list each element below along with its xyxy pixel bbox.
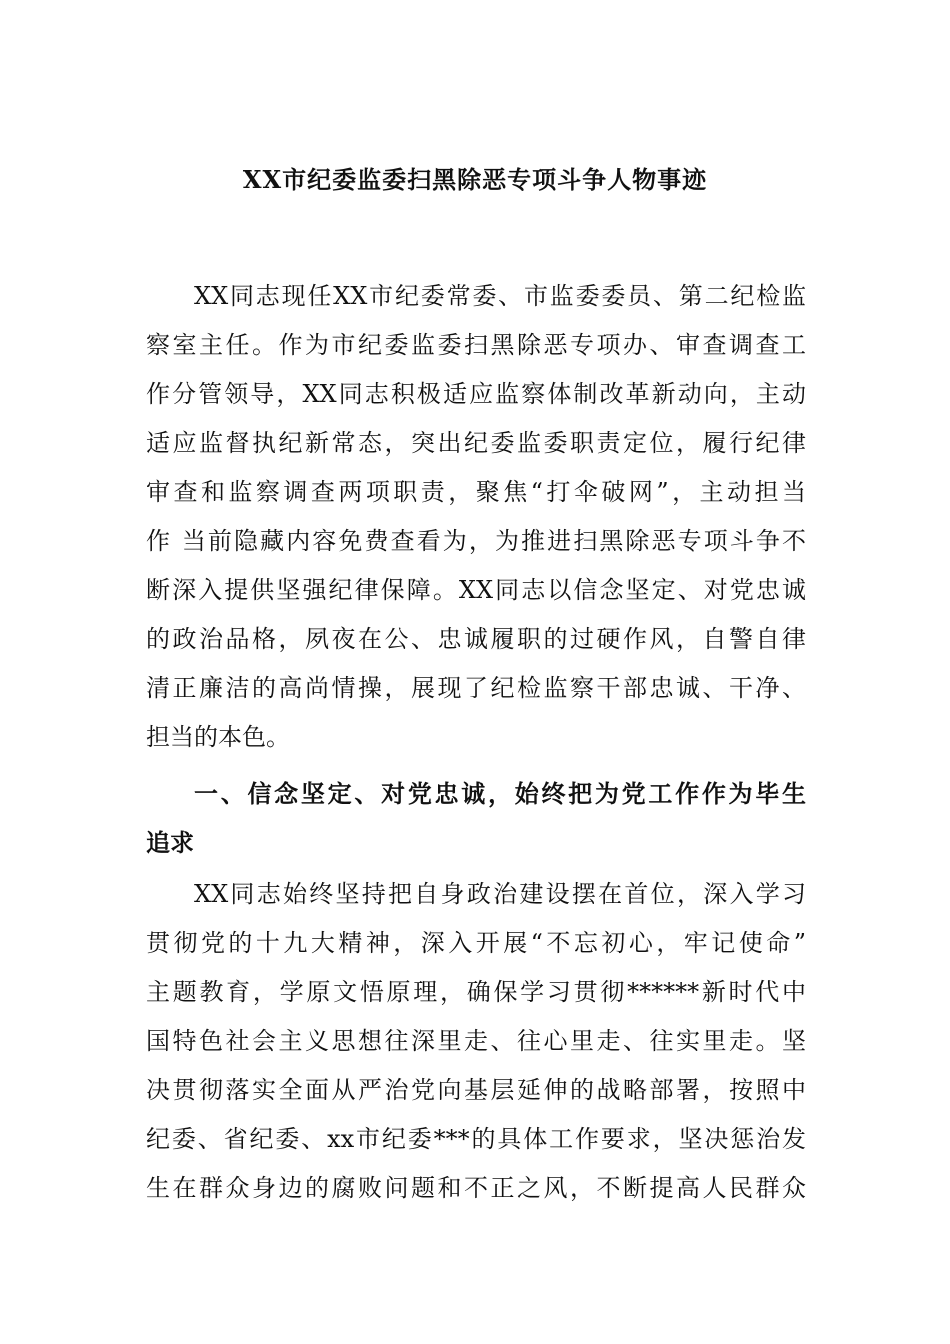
paragraph-1-line: XX同志现任XX市纪委常委、市监委委员、第二纪检监 <box>194 282 806 310</box>
document-title: XX市纪委监委扫黑除恶专项斗争人物事迹 <box>242 165 708 194</box>
paragraph-1-line: 作分管领导，XX同志积极适应监察体制改革新动向，主动 <box>146 380 806 408</box>
paragraph-1-line: 察室主任。作为市纪委监委扫黑除恶专项办、审查调查工 <box>146 331 806 359</box>
paragraph-2-line: 贯彻党的十九大精神，深入开展“不忘初心，牢记使命” <box>146 929 806 957</box>
paragraph-2-line: XX同志始终坚持把自身政治建设摆在首位，深入学习 <box>194 880 806 908</box>
paragraph-1-line: 的政治品格，夙夜在公、忠诚履职的过硬作风，自警自律 <box>146 625 806 653</box>
section-heading-line: 追求 <box>146 828 194 857</box>
paragraph-2-line: 国特色社会主义思想往深里走、往心里走、往实里走。坚 <box>146 1027 806 1055</box>
paragraph-1-line: 审查和监察调查两项职责，聚焦“打伞破网”，主动担当 <box>146 478 806 506</box>
paragraph-2-line: 生在群众身边的腐败问题和不正之风，不断提高人民群众 <box>146 1174 806 1202</box>
paragraph-2-line: 主题教育，学原文悟原理，确保学习贯彻******新时代中 <box>146 978 806 1006</box>
section-heading-line: 一、信念坚定、对党忠诚，始终把为党工作作为毕生 <box>194 779 806 808</box>
paragraph-2-line: 决贯彻落实全面从严治党向基层延伸的战略部署，按照中 <box>146 1076 806 1104</box>
paragraph-1-line: 适应监督执纪新常态，突出纪委监委职责定位，履行纪律 <box>146 429 806 457</box>
paragraph-1-line: 作 当前隐藏内容免费查看为，为推进扫黑除恶专项斗争不 <box>146 527 806 555</box>
paragraph-1-line: 清正廉洁的高尚情操，展现了纪检监察干部忠诚、干净、 <box>146 674 806 702</box>
paragraph-1-line: 断深入提供坚强纪律保障。XX同志以信念坚定、对党忠诚 <box>146 576 806 604</box>
paragraph-2-line: 纪委、省纪委、xx市纪委***的具体工作要求，坚决惩治发 <box>146 1125 806 1153</box>
paragraph-1-line: 担当的本色。 <box>146 723 290 751</box>
